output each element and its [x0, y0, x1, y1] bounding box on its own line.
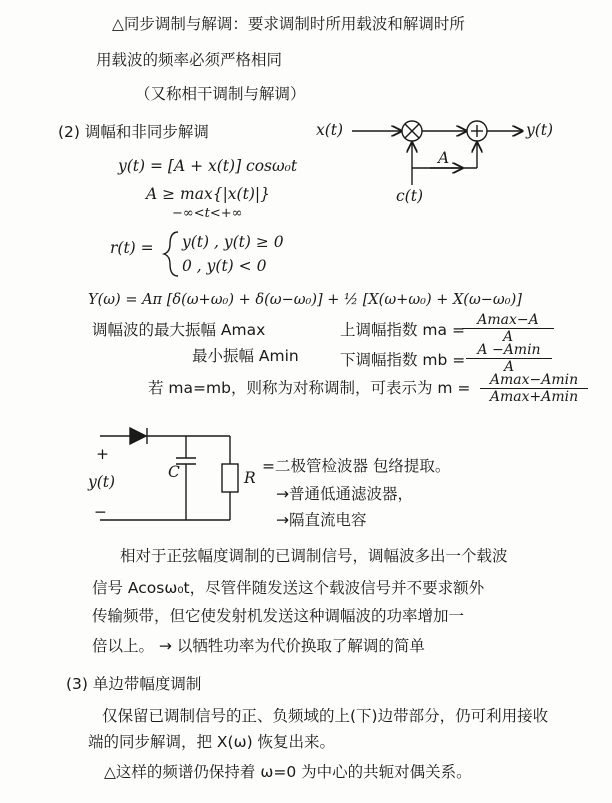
block-output-label: y(t) — [526, 121, 554, 139]
circuit-plus: + — [96, 445, 109, 463]
para-line-4: 倍以上。 → 以牺牲功率为代价换取了解调的简单 — [92, 637, 425, 655]
note-diode-detector: =二极管检波器 包络提取。 — [262, 457, 451, 475]
lower-index-numerator: A −Amin — [466, 342, 552, 359]
eq-A-subscript: −∞<t<+∞ — [172, 206, 243, 221]
eq-y-def: y(t) = [A + x(t)] cosω₀t — [118, 157, 298, 175]
section-3-title: (3) 单边带幅度调制 — [66, 675, 202, 693]
upper-index-numerator: Amax−A — [462, 312, 554, 329]
intro-line-3: （又称相干调制与解调） — [135, 85, 306, 103]
intro-line-2: 用载波的频率必须严格相同 — [96, 51, 283, 69]
diode-triangle — [130, 428, 146, 444]
capacitor-label: C — [168, 463, 180, 481]
para-line-1: 相对于正弦幅度调制的已调制信号，调幅波多出一个载波 — [120, 547, 508, 565]
note-lowpass: →普通低通滤波器， — [276, 485, 413, 503]
eq-r-case-2: 0 , y(t) < 0 — [182, 257, 267, 275]
block-carrier-label: c(t) — [396, 187, 424, 205]
circuit-input-label: y(t) — [88, 473, 116, 491]
note-dc-blocking: →隔直流电容 — [276, 511, 367, 529]
sec3-line-1: 仅保留已调制信号的正、负频域的上(下)边带部分，仍可利用接收 — [102, 707, 549, 725]
para-line-2: 信号 Acosω₀t，尽管伴随发送这个载波信号并不要求额外 — [92, 579, 485, 597]
lower-index-label: 下调幅指数 mb = — [340, 351, 466, 369]
lower-index-denominator: A — [503, 359, 515, 375]
block-gain-label: A — [438, 149, 450, 167]
min-amplitude: 最小振幅 Amin — [192, 347, 299, 365]
section-2-title: (2) 调幅和非同步解调 — [58, 123, 209, 141]
upper-index-label: 上调幅指数 ma = — [340, 321, 465, 339]
eq-r-lhs: r(t) = — [110, 239, 154, 257]
para-line-3: 传输频带，但它使发射机发送这种调幅波的功率增加一 — [92, 607, 465, 625]
sec3-line-2: 端的同步解调，把 X(ω) 恢复出来。 — [88, 733, 336, 751]
eq-r-case-1: y(t) , y(t) ≥ 0 — [182, 233, 284, 251]
eq-Y-spectrum: Y(ω) = Aπ [δ(ω+ω₀) + δ(ω−ω₀)] + ½ [X(ω+ω₀) + X(ω−ω₀)] — [88, 292, 522, 308]
symmetric-numerator: Amax−Amin — [480, 372, 588, 389]
sec3-line-3: △这样的频谱仍保持着 ω=0 为中心的共轭对偶关系。 — [104, 763, 472, 781]
resistor-body — [222, 464, 238, 492]
upper-index-denominator: A — [502, 329, 514, 345]
resistor-label: R — [244, 469, 256, 487]
block-input-label: x(t) — [316, 121, 344, 139]
intro-line-1: △同步调制与解调：要求调制时所用载波和解调时所 — [112, 15, 465, 33]
symmetric-denominator: Amax+Amin — [489, 389, 579, 405]
symmetric-modulation-text: 若 ma=mb，则称为对称调制，可表示为 m = — [148, 379, 471, 397]
circuit-minus: − — [94, 503, 107, 521]
max-amplitude: 调幅波的最大振幅 Amax — [92, 321, 266, 339]
eq-A-cond: A ≥ max{|x(t)|} — [146, 185, 270, 203]
